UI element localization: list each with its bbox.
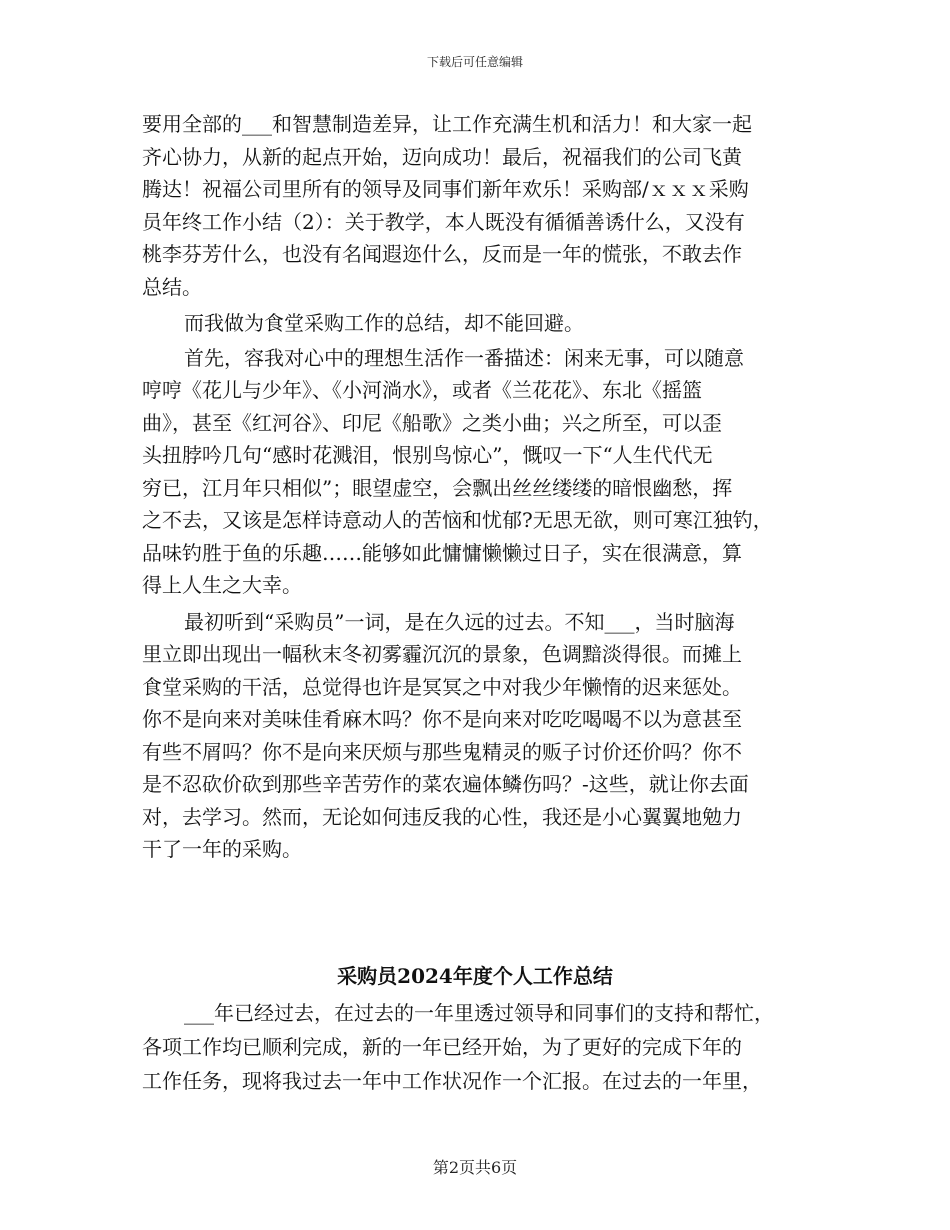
- paragraph: [142, 307, 832, 340]
- text-line: 腾达！祝福公司里所有的领导及同事们新年欢乐！采购部/ｘｘｘ采购: [142, 177, 749, 201]
- text-line: 桃李芬芳什么，也没有名闻遐迩什么，反而是一年的慌张，不敢去作: [142, 242, 742, 266]
- text-line: 头扭脖吟几句“感时花溅泪，恨别鸟惊心”，慨叹一下“人生代代无: [142, 443, 713, 467]
- page-header: 下载后可任意编辑: [426, 55, 523, 69]
- text-line: 是不忍砍价砍到那些辛苦劳作的菜农遍体鳞伤吗？-这些，就让你去面: [142, 772, 749, 796]
- text-line: 食堂采购的干活，总觉得也许是冥冥之中对我少年懒惰的迟来惩处。: [142, 674, 742, 699]
- text-line: 对，去学习。然而，无论如何违反我的心性，我还是小心翼翼地勉力: [142, 804, 742, 829]
- text-line: 最初听到“采购员”一词，是在久远的过去。不知___，当时脑海: [184, 609, 735, 634]
- text-line: 里立即出现出一幅秋末冬初雾霾沉沉的景象，色调黯淡得很。而摊上: [142, 642, 742, 666]
- text-line: 穷已，江月年只相似”；眼望虚空，会飘出丝丝缕缕的暗恨幽愁，挥: [142, 475, 733, 500]
- text-line: 首先，容我对心中的理想生活作一番描述：闲来无事，可以随意: [184, 345, 744, 370]
- paragraph: [142, 108, 832, 303]
- paragraph: [142, 996, 832, 1098]
- text-line: 你不是向来对美味佳肴麻木吗？你不是向来对吃吃喝喝不以为意甚至: [142, 707, 742, 731]
- paragraph: [142, 606, 832, 866]
- text-line: 工作任务，现将我过去一年中工作状况作一个汇报。在过去的一年里，: [142, 1069, 762, 1093]
- document-body-continued: [142, 996, 832, 1098]
- paragraph: [142, 342, 832, 602]
- text-line: 员年终工作小结（2）：关于教学，本人既没有循循善诱什么，又没有: [142, 209, 745, 234]
- text-line: 品味钓胜于鱼的乐趣……能够如此慵慵懒懒过日子，实在很满意，算: [142, 540, 742, 565]
- text-line: 各项工作均已顺利完成，新的一年已经开始，为了更好的完成下年的: [142, 1035, 742, 1059]
- text-line: 之不去，又该是怎样诗意动人的苦恼和忧郁?无思无欲，则可寒江独钓，: [142, 508, 773, 532]
- text-line: ___年已经过去，在过去的一年里透过领导和同事们的支持和帮忙，: [184, 1001, 774, 1025]
- document-body: [142, 108, 832, 866]
- text-line: 有些不屑吗？你不是向来厌烦与那些鬼精灵的贩子讨价还价吗？你不: [142, 739, 742, 764]
- text-line: 齐心协力，从新的起点开始，迈向成功！最后，祝福我们的公司飞黄: [142, 144, 742, 169]
- text-line: 干了一年的采购。: [142, 837, 302, 861]
- section-heading: 采购员2024年度个人工作总结: [337, 964, 613, 988]
- text-line: 曲》，甚至《红河谷》、印尼《船歌》之类小曲；兴之所至，可以歪: [142, 410, 722, 435]
- page-footer: 第2页共6页: [432, 1158, 518, 1177]
- text-line: 要用全部的___和智慧制造差异，让工作充满生机和活力！和大家一起: [142, 112, 752, 136]
- text-line: 总结。: [142, 274, 202, 299]
- text-line: 哼哼《花儿与少年》、《小河淌水》，或者《兰花花》、东北《摇篮: [142, 378, 702, 402]
- text-line: 而我做为食堂采购工作的总结，却不能回避。: [184, 311, 584, 335]
- text-line: 得上人生之大幸。: [142, 573, 302, 597]
